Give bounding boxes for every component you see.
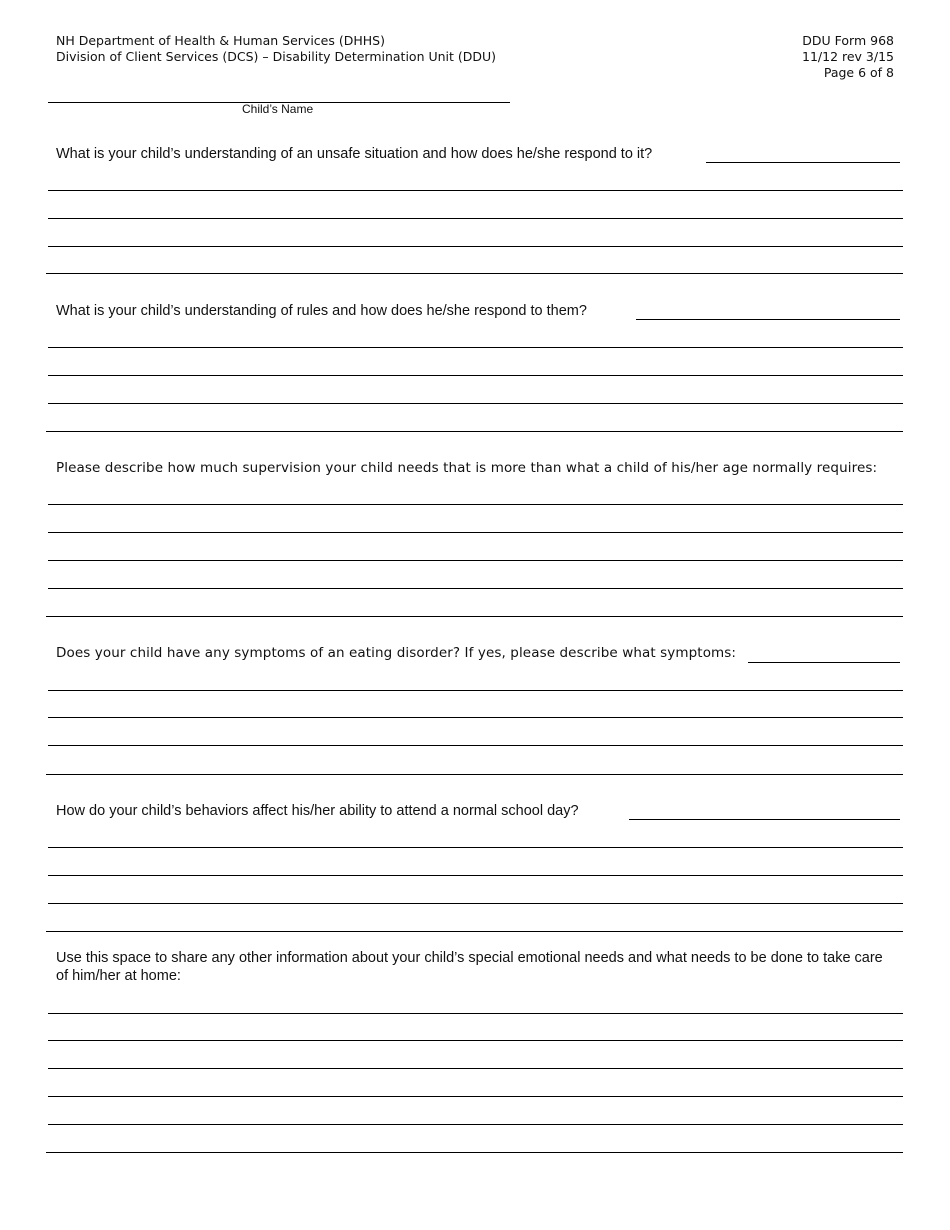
question-6-answer-line[interactable] [48, 1013, 903, 1014]
question-5-answer-line[interactable] [48, 875, 903, 876]
question-5-answer-line[interactable] [48, 903, 903, 904]
question-6-answer-line[interactable] [48, 1040, 903, 1041]
question-4-answer-line[interactable] [46, 774, 903, 775]
child-name-label: Child’s Name [242, 102, 314, 116]
question-1-answer-line[interactable] [48, 218, 903, 219]
question-5-text: How do your child’s behaviors affect his/her ability to attend a normal school day? [56, 803, 579, 819]
question-4-answer-line[interactable] [48, 717, 903, 718]
question-2-answer-line[interactable] [46, 431, 903, 432]
division-name: Division of Client Services (DCS) – Disability Determination Unit (DDU) [56, 49, 497, 64]
form-identifier [802, 33, 894, 81]
question-6-answer-line[interactable] [48, 1068, 903, 1069]
question-6-text: Use this space to share any other information about your child’s special emotional needs and what needs to be done to take care of him/her at home: [56, 950, 883, 984]
form-revision: 11/12 rev 3/15 [802, 49, 894, 64]
question-1-answer-line[interactable] [46, 273, 903, 274]
question-4-answer-field[interactable] [748, 662, 900, 663]
question-3-answer-line[interactable] [48, 588, 903, 589]
question-6-answer-line[interactable] [48, 1124, 903, 1125]
question-5-answer-line[interactable] [46, 931, 903, 932]
agency-header [56, 33, 496, 65]
question-2-text: What is your child’s understanding of rules and how does he/she respond to them? [56, 303, 587, 319]
question-3-answer-line[interactable] [48, 532, 903, 533]
question-4-answer-line[interactable] [48, 745, 903, 746]
question-3-answer-line[interactable] [48, 560, 903, 561]
question-1-answer-line[interactable] [48, 246, 903, 247]
question-3-text: Please describe how much supervision your child needs that is more than what a child of his/her age normally requires: [56, 460, 878, 476]
question-5-answer-field[interactable] [629, 819, 900, 820]
question-2-answer-line[interactable] [48, 403, 903, 404]
question-2-answer-field[interactable] [636, 319, 900, 320]
question-4-answer-line[interactable] [48, 690, 903, 691]
question-6-answer-line[interactable] [46, 1152, 903, 1153]
question-6-answer-line[interactable] [48, 1096, 903, 1097]
question-4-text: Does your child have any symptoms of an eating disorder? If yes, please describe what symptoms: [56, 645, 737, 661]
question-1-text: What is your child’s understanding of an unsafe situation and how does he/she respond to it? [56, 146, 653, 162]
question-2-answer-line[interactable] [48, 375, 903, 376]
question-5-answer-line[interactable] [48, 847, 903, 848]
question-2-answer-line[interactable] [48, 347, 903, 348]
question-1-answer-field[interactable] [706, 162, 900, 163]
question-1-answer-line[interactable] [48, 190, 903, 191]
page-number: Page 6 of 8 [823, 65, 894, 80]
form-number: DDU Form 968 [802, 33, 894, 48]
question-3-answer-line[interactable] [48, 504, 903, 505]
question-3-answer-line[interactable] [46, 616, 903, 617]
department-name: NH Department of Health & Human Services (DHHS) [56, 33, 385, 48]
